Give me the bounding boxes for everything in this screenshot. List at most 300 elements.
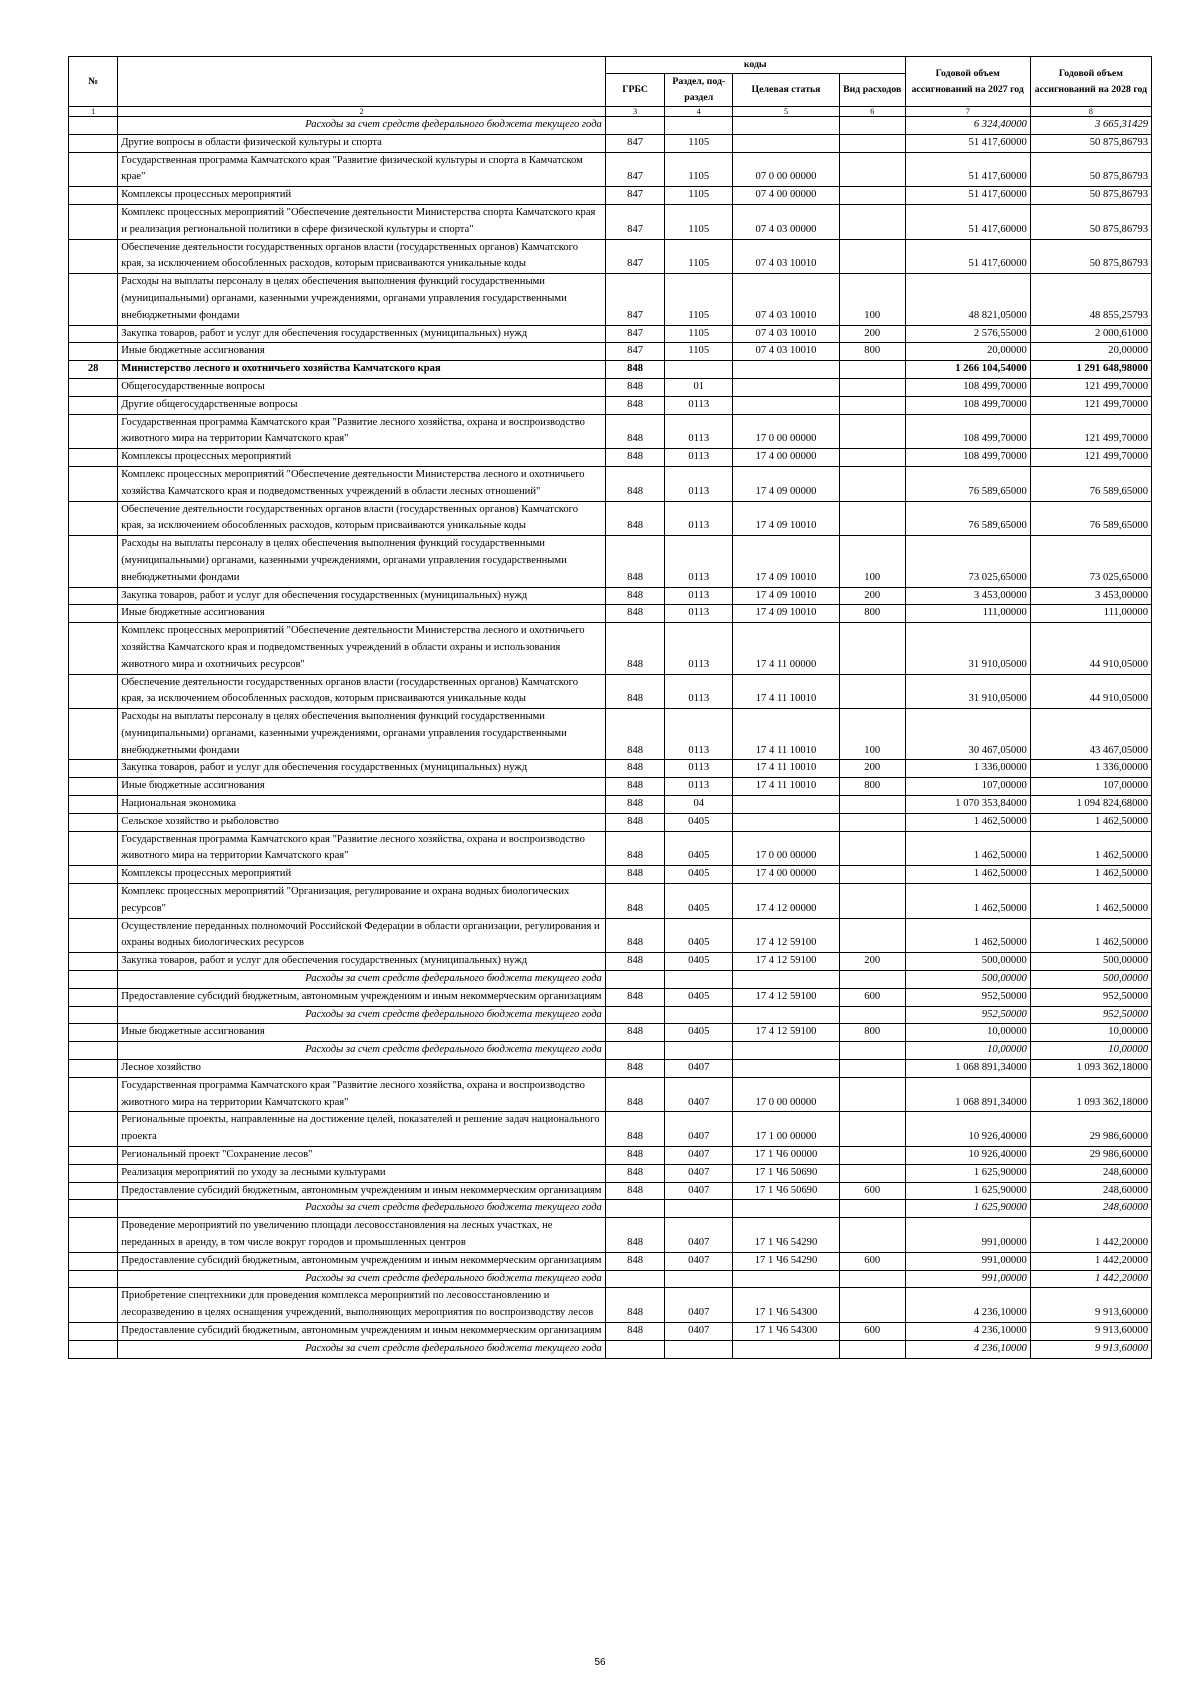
- row-amount-2027: 107,00000: [905, 778, 1030, 796]
- row-number: [69, 274, 118, 325]
- table-row: [69, 918, 1152, 953]
- row-amount-2028: 121 499,70000: [1030, 378, 1151, 396]
- row-name: Расходы за счет средств федерального бюджета текущего года: [118, 1340, 606, 1358]
- row-target: 17 4 12 00000: [733, 884, 840, 919]
- row-section: 0407: [665, 1288, 733, 1323]
- row-number: [69, 953, 118, 971]
- row-amount-2028: 43 467,05000: [1030, 709, 1151, 760]
- row-grbs: 848: [605, 988, 665, 1006]
- row-grbs: 848: [605, 396, 665, 414]
- row-section: 0113: [665, 674, 733, 709]
- row-target: 17 4 12 59100: [733, 988, 840, 1006]
- row-section: 0407: [665, 1218, 733, 1253]
- row-section: 1105: [665, 134, 733, 152]
- row-amount-2028: 1 442,20000: [1030, 1218, 1151, 1253]
- row-amount-2027: 76 589,65000: [905, 501, 1030, 536]
- federal-expense-row: [69, 1042, 1152, 1060]
- row-target: 17 1 Ч6 54290: [733, 1252, 840, 1270]
- row-name: Комплексы процессных мероприятий: [118, 866, 606, 884]
- row-name: Проведение мероприятий по увеличению площади лесовосстановления на лесных участках, не переданных в аренду, в том числе вокруг городов и промышленных центров: [118, 1218, 606, 1253]
- row-section: 0113: [665, 623, 733, 674]
- row-section: 0113: [665, 760, 733, 778]
- row-target: 07 4 03 10010: [733, 274, 840, 325]
- row-number: [69, 813, 118, 831]
- header-kind: Вид расходов: [839, 74, 905, 107]
- row-number: [69, 709, 118, 760]
- header-name: [118, 57, 606, 107]
- row-name: Расходы на выплаты персоналу в целях обеспечения выполнения функций государственными (муниципальными) органами, казенными учреждениями, органами управления государственными внебюджетными фондами: [118, 274, 606, 325]
- row-amount-2028: 1 462,50000: [1030, 884, 1151, 919]
- row-target: [733, 378, 840, 396]
- row-section: 0113: [665, 396, 733, 414]
- row-amount-2028: 500,00000: [1030, 953, 1151, 971]
- row-number: [69, 466, 118, 501]
- row-grbs: 848: [605, 953, 665, 971]
- row-target: [733, 361, 840, 379]
- row-amount-2028: 73 025,65000: [1030, 536, 1151, 587]
- header-row-top: [69, 57, 1152, 74]
- row-number: [69, 1024, 118, 1042]
- row-number: [69, 204, 118, 239]
- row-grbs: 848: [605, 796, 665, 814]
- row-amount-2027: 111,00000: [905, 605, 1030, 623]
- row-section: [665, 971, 733, 989]
- row-amount-2028: 1 462,50000: [1030, 918, 1151, 953]
- colnum: 6: [839, 107, 905, 117]
- row-kind: 800: [839, 778, 905, 796]
- row-section: 04: [665, 796, 733, 814]
- row-amount-2028: 29 986,60000: [1030, 1147, 1151, 1165]
- row-name: Приобретение спецтехники для проведения комплекса мероприятий по лесовосстановлению и лесоразведению в целях оснащения учреждений, выполняющих мероприятия по воспроизводству лесов: [118, 1288, 606, 1323]
- row-name: Расходы на выплаты персоналу в целях обеспечения выполнения функций государственными (муниципальными) органами, казенными учреждениями, органами управления государственными внебюджетными фондами: [118, 536, 606, 587]
- row-target: [733, 134, 840, 152]
- row-number: [69, 1182, 118, 1200]
- table-row: [69, 796, 1152, 814]
- row-kind: [839, 117, 905, 135]
- row-name: Обеспечение деятельности государственных органов власти (государственных органов) Камчатского края, за исключением обособленных расходов, которым присваиваются уникальные коды: [118, 501, 606, 536]
- row-grbs: 848: [605, 778, 665, 796]
- row-kind: [839, 187, 905, 205]
- row-amount-2028: 50 875,86793: [1030, 204, 1151, 239]
- table-row: [69, 988, 1152, 1006]
- row-grbs: 847: [605, 274, 665, 325]
- row-amount-2028: 111,00000: [1030, 605, 1151, 623]
- row-target: 17 1 Ч6 50690: [733, 1164, 840, 1182]
- row-grbs: 848: [605, 623, 665, 674]
- row-number: [69, 674, 118, 709]
- row-amount-2027: 73 025,65000: [905, 536, 1030, 587]
- row-amount-2028: 50 875,86793: [1030, 134, 1151, 152]
- row-section: 0113: [665, 709, 733, 760]
- row-section: [665, 1270, 733, 1288]
- row-target: 17 1 Ч6 54290: [733, 1218, 840, 1253]
- row-name: Государственная программа Камчатского края "Развитие лесного хозяйства, охрана и воспроизводство животного мира на территории Камчатского края": [118, 414, 606, 449]
- row-number: [69, 918, 118, 953]
- row-section: 0407: [665, 1182, 733, 1200]
- row-target: 07 4 03 10010: [733, 325, 840, 343]
- row-name: Общегосударственные вопросы: [118, 378, 606, 396]
- row-section: [665, 117, 733, 135]
- row-number: [69, 1147, 118, 1165]
- row-target: 17 4 12 59100: [733, 1024, 840, 1042]
- row-name: Расходы за счет средств федерального бюджета текущего года: [118, 1200, 606, 1218]
- table-row: [69, 1252, 1152, 1270]
- row-number: [69, 449, 118, 467]
- row-name: Реализация мероприятий по уходу за лесными культурами: [118, 1164, 606, 1182]
- row-kind: [839, 361, 905, 379]
- row-amount-2027: 108 499,70000: [905, 414, 1030, 449]
- row-section: 1105: [665, 239, 733, 274]
- row-section: 0407: [665, 1060, 733, 1078]
- row-amount-2027: 76 589,65000: [905, 466, 1030, 501]
- row-kind: [839, 1270, 905, 1288]
- table-row: [69, 778, 1152, 796]
- row-amount-2027: 991,00000: [905, 1252, 1030, 1270]
- table-row: [69, 1164, 1152, 1182]
- row-number: [69, 1042, 118, 1060]
- row-target: [733, 971, 840, 989]
- row-amount-2027: 48 821,05000: [905, 274, 1030, 325]
- row-amount-2027: 108 499,70000: [905, 378, 1030, 396]
- row-amount-2027: 3 453,00000: [905, 587, 1030, 605]
- row-target: 17 4 09 10010: [733, 605, 840, 623]
- row-target: [733, 1270, 840, 1288]
- row-grbs: 848: [605, 501, 665, 536]
- row-name: Закупка товаров, работ и услуг для обеспечения государственных (муниципальных) нужд: [118, 953, 606, 971]
- row-target: 17 4 09 10010: [733, 501, 840, 536]
- row-grbs: 848: [605, 414, 665, 449]
- row-grbs: [605, 1042, 665, 1060]
- row-amount-2027: 1 070 353,84000: [905, 796, 1030, 814]
- header-volume-2027: Годовой объем ассигнований на 2027 год: [905, 57, 1030, 107]
- row-kind: [839, 884, 905, 919]
- row-amount-2028: 29 986,60000: [1030, 1112, 1151, 1147]
- row-amount-2027: 10 926,40000: [905, 1147, 1030, 1165]
- colnum: 8: [1030, 107, 1151, 117]
- row-amount-2027: 20,00000: [905, 343, 1030, 361]
- row-target: 17 4 11 10010: [733, 778, 840, 796]
- row-target: 17 4 11 10010: [733, 760, 840, 778]
- row-section: 0407: [665, 1077, 733, 1112]
- header-section: Раздел, под-раздел: [665, 74, 733, 107]
- table-row: [69, 274, 1152, 325]
- row-grbs: [605, 1200, 665, 1218]
- row-amount-2028: 1 462,50000: [1030, 866, 1151, 884]
- colnum: 3: [605, 107, 665, 117]
- row-amount-2027: 1 462,50000: [905, 866, 1030, 884]
- federal-expense-row: [69, 1200, 1152, 1218]
- row-kind: 600: [839, 988, 905, 1006]
- row-number: [69, 187, 118, 205]
- table-row: [69, 1024, 1152, 1042]
- row-section: 0113: [665, 449, 733, 467]
- row-target: [733, 1060, 840, 1078]
- row-kind: [839, 414, 905, 449]
- table-row: [69, 1112, 1152, 1147]
- row-name: Иные бюджетные ассигнования: [118, 605, 606, 623]
- row-number: [69, 884, 118, 919]
- row-amount-2027: 10 926,40000: [905, 1112, 1030, 1147]
- row-target: 17 4 09 10010: [733, 536, 840, 587]
- row-grbs: 848: [605, 1164, 665, 1182]
- row-amount-2027: 500,00000: [905, 971, 1030, 989]
- column-number-row: [69, 107, 1152, 117]
- table-row: [69, 587, 1152, 605]
- row-target: [733, 813, 840, 831]
- row-amount-2027: 1 462,50000: [905, 813, 1030, 831]
- row-name: Лесное хозяйство: [118, 1060, 606, 1078]
- row-target: 17 1 Ч6 00000: [733, 1147, 840, 1165]
- row-grbs: 848: [605, 674, 665, 709]
- row-target: 17 0 00 00000: [733, 414, 840, 449]
- row-grbs: 848: [605, 831, 665, 866]
- table-row: [69, 674, 1152, 709]
- colnum: 7: [905, 107, 1030, 117]
- row-amount-2028: 44 910,05000: [1030, 623, 1151, 674]
- row-kind: [839, 152, 905, 187]
- row-kind: [839, 204, 905, 239]
- row-grbs: 847: [605, 152, 665, 187]
- table-row: [69, 361, 1152, 379]
- row-name: Комплекс процессных мероприятий "Организация, регулирование и охрана водных биологических ресурсов": [118, 884, 606, 919]
- row-name: Расходы за счет средств федерального бюджета текущего года: [118, 971, 606, 989]
- row-section: 0405: [665, 884, 733, 919]
- row-number: [69, 325, 118, 343]
- row-section: 01: [665, 378, 733, 396]
- row-grbs: 848: [605, 1112, 665, 1147]
- header-grbs: ГРБС: [605, 74, 665, 107]
- row-number: [69, 1288, 118, 1323]
- row-grbs: 848: [605, 709, 665, 760]
- row-amount-2028: 1 462,50000: [1030, 813, 1151, 831]
- row-number: [69, 414, 118, 449]
- row-name: Государственная программа Камчатского края "Развитие лесного хозяйства, охрана и воспроизводство животного мира на территории Камчатского края": [118, 1077, 606, 1112]
- row-amount-2028: 121 499,70000: [1030, 449, 1151, 467]
- row-name: Осуществление переданных полномочий Российской Федерации в области организации, регулирования и охраны водных биологических ресурсов: [118, 918, 606, 953]
- row-number: [69, 1006, 118, 1024]
- row-grbs: 847: [605, 343, 665, 361]
- table-row: [69, 831, 1152, 866]
- row-section: 0113: [665, 501, 733, 536]
- row-number: [69, 623, 118, 674]
- row-number: [69, 134, 118, 152]
- row-amount-2028: 1 462,50000: [1030, 831, 1151, 866]
- row-name: Комплексы процессных мероприятий: [118, 449, 606, 467]
- table-row: [69, 1077, 1152, 1112]
- row-amount-2027: 500,00000: [905, 953, 1030, 971]
- row-name: Обеспечение деятельности государственных органов власти (государственных органов) Камчатского края, за исключением обособленных расходов, которым присваиваются уникальные коды: [118, 239, 606, 274]
- row-number: 28: [69, 361, 118, 379]
- table-row: [69, 466, 1152, 501]
- row-number: [69, 1060, 118, 1078]
- row-amount-2027: 1 068 891,34000: [905, 1077, 1030, 1112]
- row-number: [69, 152, 118, 187]
- row-amount-2028: 121 499,70000: [1030, 414, 1151, 449]
- colnum: 2: [118, 107, 606, 117]
- row-kind: [839, 501, 905, 536]
- row-target: 07 4 03 00000: [733, 204, 840, 239]
- row-kind: [839, 1006, 905, 1024]
- row-grbs: 848: [605, 884, 665, 919]
- row-name: Закупка товаров, работ и услуг для обеспечения государственных (муниципальных) нужд: [118, 760, 606, 778]
- row-amount-2028: 952,50000: [1030, 1006, 1151, 1024]
- row-amount-2028: 50 875,86793: [1030, 152, 1151, 187]
- row-target: 07 4 00 00000: [733, 187, 840, 205]
- row-grbs: 848: [605, 449, 665, 467]
- row-amount-2028: 1 093 362,18000: [1030, 1077, 1151, 1112]
- row-amount-2027: 51 417,60000: [905, 152, 1030, 187]
- row-section: 1105: [665, 274, 733, 325]
- table-row: [69, 1060, 1152, 1078]
- row-section: 0407: [665, 1112, 733, 1147]
- row-section: 0405: [665, 988, 733, 1006]
- row-number: [69, 778, 118, 796]
- row-target: [733, 1340, 840, 1358]
- row-kind: [839, 1042, 905, 1060]
- row-kind: [839, 396, 905, 414]
- row-number: [69, 1164, 118, 1182]
- row-target: [733, 796, 840, 814]
- row-kind: 800: [839, 343, 905, 361]
- table-row: [69, 414, 1152, 449]
- row-grbs: 847: [605, 204, 665, 239]
- row-amount-2028: 76 589,65000: [1030, 466, 1151, 501]
- row-target: 17 4 12 59100: [733, 953, 840, 971]
- row-amount-2028: 500,00000: [1030, 971, 1151, 989]
- row-name: Расходы за счет средств федерального бюджета текущего года: [118, 1042, 606, 1060]
- row-grbs: 848: [605, 1218, 665, 1253]
- row-section: 0113: [665, 778, 733, 796]
- row-grbs: 847: [605, 239, 665, 274]
- table-row: [69, 204, 1152, 239]
- row-number: [69, 796, 118, 814]
- page-number: 56: [594, 1657, 606, 1668]
- colnum: 1: [69, 107, 118, 117]
- row-grbs: 848: [605, 466, 665, 501]
- row-target: 17 1 Ч6 54300: [733, 1288, 840, 1323]
- row-grbs: 848: [605, 1024, 665, 1042]
- row-section: 0407: [665, 1164, 733, 1182]
- row-name: Расходы на выплаты персоналу в целях обеспечения выполнения функций государственными (муниципальными) органами, казенными учреждениями, органами управления государственными внебюджетными фондами: [118, 709, 606, 760]
- row-number: [69, 605, 118, 623]
- table-row: [69, 343, 1152, 361]
- row-amount-2028: 3 665,31429: [1030, 117, 1151, 135]
- row-grbs: 848: [605, 1060, 665, 1078]
- row-section: 0407: [665, 1252, 733, 1270]
- row-grbs: 848: [605, 1322, 665, 1340]
- row-section: 0405: [665, 953, 733, 971]
- row-number: [69, 536, 118, 587]
- row-number: [69, 1112, 118, 1147]
- row-name: Региональные проекты, направленные на достижение целей, показателей и решение задач национального проекта: [118, 1112, 606, 1147]
- row-number: [69, 866, 118, 884]
- row-name: Иные бюджетные ассигнования: [118, 1024, 606, 1042]
- row-amount-2027: 4 236,10000: [905, 1322, 1030, 1340]
- row-amount-2028: 1 094 824,68000: [1030, 796, 1151, 814]
- row-number: [69, 1340, 118, 1358]
- row-number: [69, 587, 118, 605]
- row-kind: [839, 1077, 905, 1112]
- table-row: [69, 760, 1152, 778]
- row-name: Закупка товаров, работ и услуг для обеспечения государственных (муниципальных) нужд: [118, 325, 606, 343]
- table-row: [69, 378, 1152, 396]
- row-number: [69, 501, 118, 536]
- row-target: 17 4 11 00000: [733, 623, 840, 674]
- row-amount-2028: 1 336,00000: [1030, 760, 1151, 778]
- row-amount-2027: 1 266 104,54000: [905, 361, 1030, 379]
- row-kind: 200: [839, 587, 905, 605]
- row-kind: [839, 1112, 905, 1147]
- row-kind: 100: [839, 536, 905, 587]
- row-number: [69, 1252, 118, 1270]
- row-target: 17 1 00 00000: [733, 1112, 840, 1147]
- row-target: 17 0 00 00000: [733, 1077, 840, 1112]
- row-section: [665, 1200, 733, 1218]
- row-target: 17 4 09 00000: [733, 466, 840, 501]
- row-name: Комплекс процессных мероприятий "Обеспечение деятельности Министерства лесного и охотничьего хозяйства Камчатского края и подведомственных учреждений в области охраны и использования животного мира и охотничьих ресурсов": [118, 623, 606, 674]
- row-section: 1105: [665, 204, 733, 239]
- row-grbs: 848: [605, 813, 665, 831]
- row-amount-2027: 108 499,70000: [905, 449, 1030, 467]
- row-section: 1105: [665, 343, 733, 361]
- row-kind: [839, 813, 905, 831]
- row-amount-2028: 2 000,61000: [1030, 325, 1151, 343]
- row-grbs: [605, 1270, 665, 1288]
- table-row: [69, 953, 1152, 971]
- row-amount-2028: 20,00000: [1030, 343, 1151, 361]
- row-number: [69, 988, 118, 1006]
- row-number: [69, 1200, 118, 1218]
- row-kind: [839, 1147, 905, 1165]
- row-grbs: 847: [605, 187, 665, 205]
- row-target: 17 4 11 10010: [733, 674, 840, 709]
- row-kind: [839, 134, 905, 152]
- table-row: [69, 449, 1152, 467]
- table-row: [69, 239, 1152, 274]
- row-target: 17 4 09 10010: [733, 587, 840, 605]
- row-target: [733, 396, 840, 414]
- row-kind: [839, 918, 905, 953]
- row-number: [69, 760, 118, 778]
- row-grbs: [605, 117, 665, 135]
- row-amount-2027: 1 462,50000: [905, 884, 1030, 919]
- row-name: Региональный проект "Сохранение лесов": [118, 1147, 606, 1165]
- row-grbs: 848: [605, 1182, 665, 1200]
- row-kind: [839, 971, 905, 989]
- row-number: [69, 343, 118, 361]
- row-section: 0405: [665, 918, 733, 953]
- row-amount-2027: 1 462,50000: [905, 831, 1030, 866]
- row-section: [665, 1340, 733, 1358]
- row-amount-2028: 44 910,05000: [1030, 674, 1151, 709]
- row-name: Обеспечение деятельности государственных органов власти (государственных органов) Камчатского края, за исключением обособленных расходов, которым присваиваются уникальные коды: [118, 674, 606, 709]
- row-amount-2027: 4 236,10000: [905, 1340, 1030, 1358]
- row-amount-2027: 51 417,60000: [905, 134, 1030, 152]
- federal-expense-row: [69, 1340, 1152, 1358]
- row-section: 0113: [665, 605, 733, 623]
- row-target: 17 0 00 00000: [733, 831, 840, 866]
- row-grbs: 848: [605, 760, 665, 778]
- colnum: 5: [733, 107, 840, 117]
- row-name: Комплекс процессных мероприятий "Обеспечение деятельности Министерства спорта Камчатского края и реализация региональной политики в сфере физической культуры и спорта": [118, 204, 606, 239]
- table-row: [69, 152, 1152, 187]
- row-amount-2027: 10,00000: [905, 1024, 1030, 1042]
- row-name: Комплексы процессных мероприятий: [118, 187, 606, 205]
- row-grbs: 848: [605, 1147, 665, 1165]
- row-target: 07 4 03 10010: [733, 343, 840, 361]
- row-amount-2027: 1 625,90000: [905, 1200, 1030, 1218]
- row-amount-2027: 31 910,05000: [905, 674, 1030, 709]
